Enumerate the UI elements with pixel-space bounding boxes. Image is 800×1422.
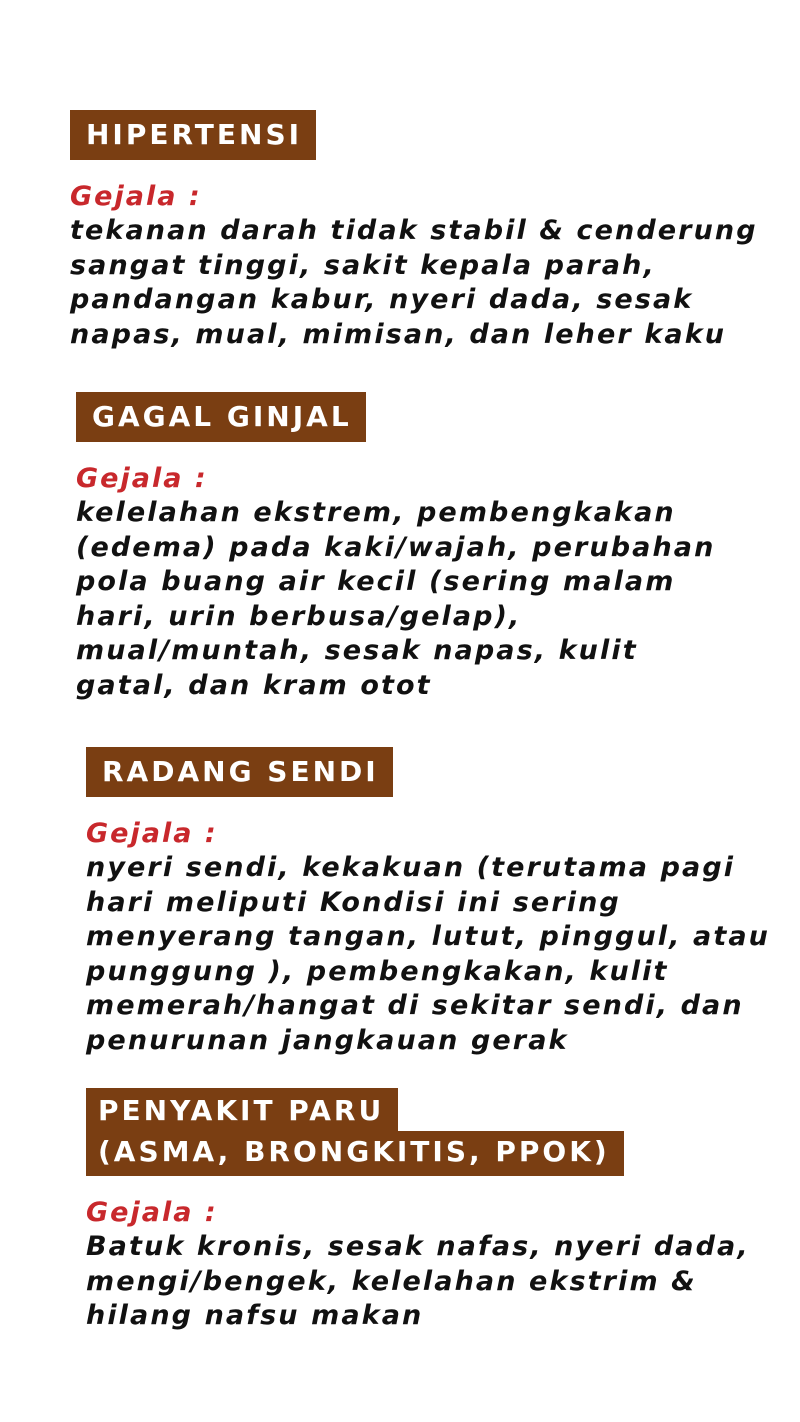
description-line: penurunan jangkauan gerak [86,1024,569,1056]
section-title-line: (ASMA, BRONGKITIS, PPOK) [86,1131,624,1176]
description-line: pola buang air kecil (sering malam [76,566,676,597]
section-hipertensi [70,110,770,352]
symptom-description [86,1230,786,1334]
gejala-label: Gejala : [86,1197,218,1228]
section-title: HIPERTENSI [70,110,316,160]
symptom-description [76,496,776,703]
description-line: (edema) pada kaki/wajah, perubahan [76,531,716,563]
description-line: hari meliputi Kondisi ini sering [86,886,621,918]
description-line: punggung ), pembengkakan, kulit [86,955,669,987]
description-line: menyerang tangan, lutut, pinggul, atau [86,921,770,952]
description-line: Batuk kronis, sesak nafas, nyeri dada, [86,1231,750,1262]
gejala-label: Gejala : [70,181,202,212]
section-title-line: PENYAKIT PARU [86,1088,398,1131]
description-line: memerah/hangat di sekitar sendi, dan [86,990,744,1021]
symptom-description [70,214,770,352]
section-radang-sendi [86,747,786,1058]
description-line: nyeri sendi, kekakuan (terutama pagi [86,852,736,883]
description-line: napas, mual, mimisan, dan leher kaku [70,318,727,350]
description-line: hilang nafsu makan [86,1300,424,1331]
section-gagal-ginjal [76,392,776,703]
description-line: sangat tinggi, sakit kepala parah, [70,249,656,281]
description-line: kelelahan ekstrem, pembengkakan [76,497,676,528]
section-title: GAGAL GINJAL [76,392,366,442]
description-line: hari, urin berbusa/gelap), [76,600,522,632]
section-title: RADANG SENDI [86,747,393,797]
description-line: gatal, dan kram otot [76,669,432,701]
section-penyakit-paru [86,1088,786,1334]
section-title [86,1088,786,1176]
description-line: tekanan darah tidak stabil & cenderung [70,215,758,246]
symptom-description [86,851,786,1058]
gejala-label: Gejala : [76,463,208,494]
description-line: mengi/bengek, kelelahan ekstrim & [86,1265,697,1297]
description-line: pandangan kabur, nyeri dada, sesak [70,284,694,315]
description-line: mual/muntah, sesak napas, kulit [76,635,638,666]
gejala-label: Gejala : [86,818,218,849]
